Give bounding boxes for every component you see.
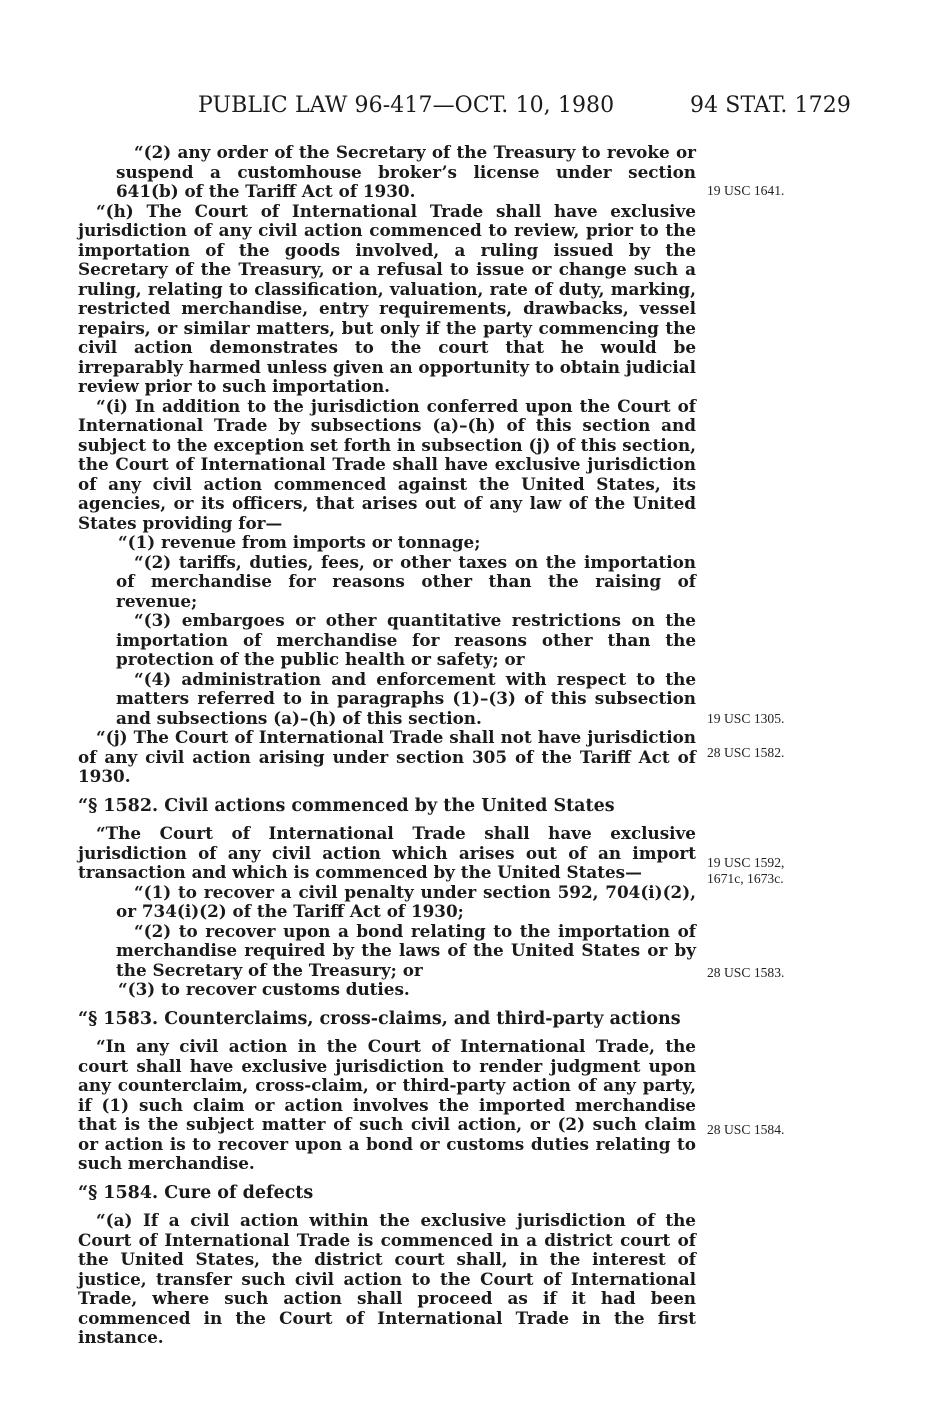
paragraph-i-3: “(3) embargoes or other quantitative restrictions on the importation of merchandise for reasons other than the protection of the public health or safety; or [116, 610, 696, 669]
paragraph-1582-intro: “The Court of International Trade shall have exclusive jurisdiction of any civil action which arises out of an import transaction and which is commenced by the United States— [78, 823, 696, 882]
paragraph-1582-3: “(3) to recover customs duties. [118, 979, 410, 999]
margin-note-19usc1641: 19 USC 1641. [707, 183, 785, 198]
paragraph-i-1: “(1) revenue from imports or tonnage; [118, 532, 481, 552]
paragraph-1582-1: “(1) to recover a civil penalty under section 592, 704(i)(2), or 734(i)(2) of the Tariff Act of 1930; [116, 881, 696, 921]
paragraph-1582-2: “(2) to recover upon a bond relating to the importation of merchandise required by the laws of the United States or by the Secretary of the Treasury; or [116, 920, 696, 980]
margin-note-28usc1584: 28 USC 1584. [707, 1122, 785, 1137]
running-header-left: PUBLIC LAW 96-417—OCT. 10, 1980 [198, 93, 615, 118]
margin-note-19usc1592: 19 USC 1592, 1671c, 1673c. [707, 855, 785, 886]
section-heading-1582: “§ 1582. Civil actions commenced by the United States [78, 795, 615, 816]
paragraph-h: “(h) The Court of International Trade shall have exclusive jurisdiction of any civil action commenced to review, prior to the importation of the goods involved, a ruling issued by the Secretary of the Treasury, or a refusal to issue or change such a ruling, relating to classification, valuation, rate of duty, marking, restricted merchandise, entry requirements, drawbacks, vessel repairs, or similar matters, but only if the party commencing the civil action demonstrates to the court that he would be irreparably harmed unless given an opportunity to obtain judicial review prior to such importation. [78, 200, 696, 396]
statute-body [78, 143, 696, 1348]
paragraph-1584-a: “(a) If a civil action within the exclusive jurisdiction of the Court of International Trade is commenced in a district court of the United States, the district court shall, in the interest of justice, transfer such civil action to the Court of International Trade, where such action shall proceed as if it had been commenced in the Court of International Trade in the first instance. [78, 1210, 696, 1347]
paragraph-g2: “(2) any order of the Secretary of the Treasury to revoke or suspend a customhouse broker’s license under section 641(b) of the Tariff Act of 1930. [116, 142, 696, 201]
section-heading-1583: “§ 1583. Counterclaims, cross-claims, and third-party actions [78, 1008, 681, 1029]
running-header-right: 94 STAT. 1729 [690, 93, 851, 118]
paragraph-j: “(j) The Court of International Trade shall not have jurisdiction of any civil action arising under section 305 of the Tariff Act of 1930. [78, 727, 696, 786]
margin-note-28usc1582: 28 USC 1582. [707, 745, 785, 760]
margin-note-28usc1583: 28 USC 1583. [707, 965, 785, 980]
paragraph-1583: “In any civil action in the Court of International Trade, the court shall have exclusive jurisdiction to render judgment upon any counterclaim, cross-claim, or third-party action of any party, if (1) such claim or action involves the imported merchandise that is the subject matter of such civil action, or (2) such claim or action is to recover upon a bond or customs duties relating to such merchandise. [78, 1036, 696, 1173]
paragraph-i: “(i) In addition to the jurisdiction conferred upon the Court of International Trade by subsections (a)–(h) of this section and subject to the exception set forth in subsection (j) of this section, the Court of International Trade shall have exclusive jurisdiction of any civil action commenced against the United States, its agencies, or its officers, that arises out of any law of the United States providing for— [78, 395, 696, 533]
section-heading-1584: “§ 1584. Cure of defects [78, 1182, 314, 1203]
margin-note-19usc1305: 19 USC 1305. [707, 711, 785, 726]
paragraph-i-2: “(2) tariffs, duties, fees, or other taxes on the importation of merchandise for reasons other than the raising of revenue; [116, 551, 696, 611]
paragraph-i-4: “(4) administration and enforcement with respect to the matters referred to in paragraphs (1)–(3) of this subsection and subsections (a)–(h) of this section. [116, 668, 696, 728]
